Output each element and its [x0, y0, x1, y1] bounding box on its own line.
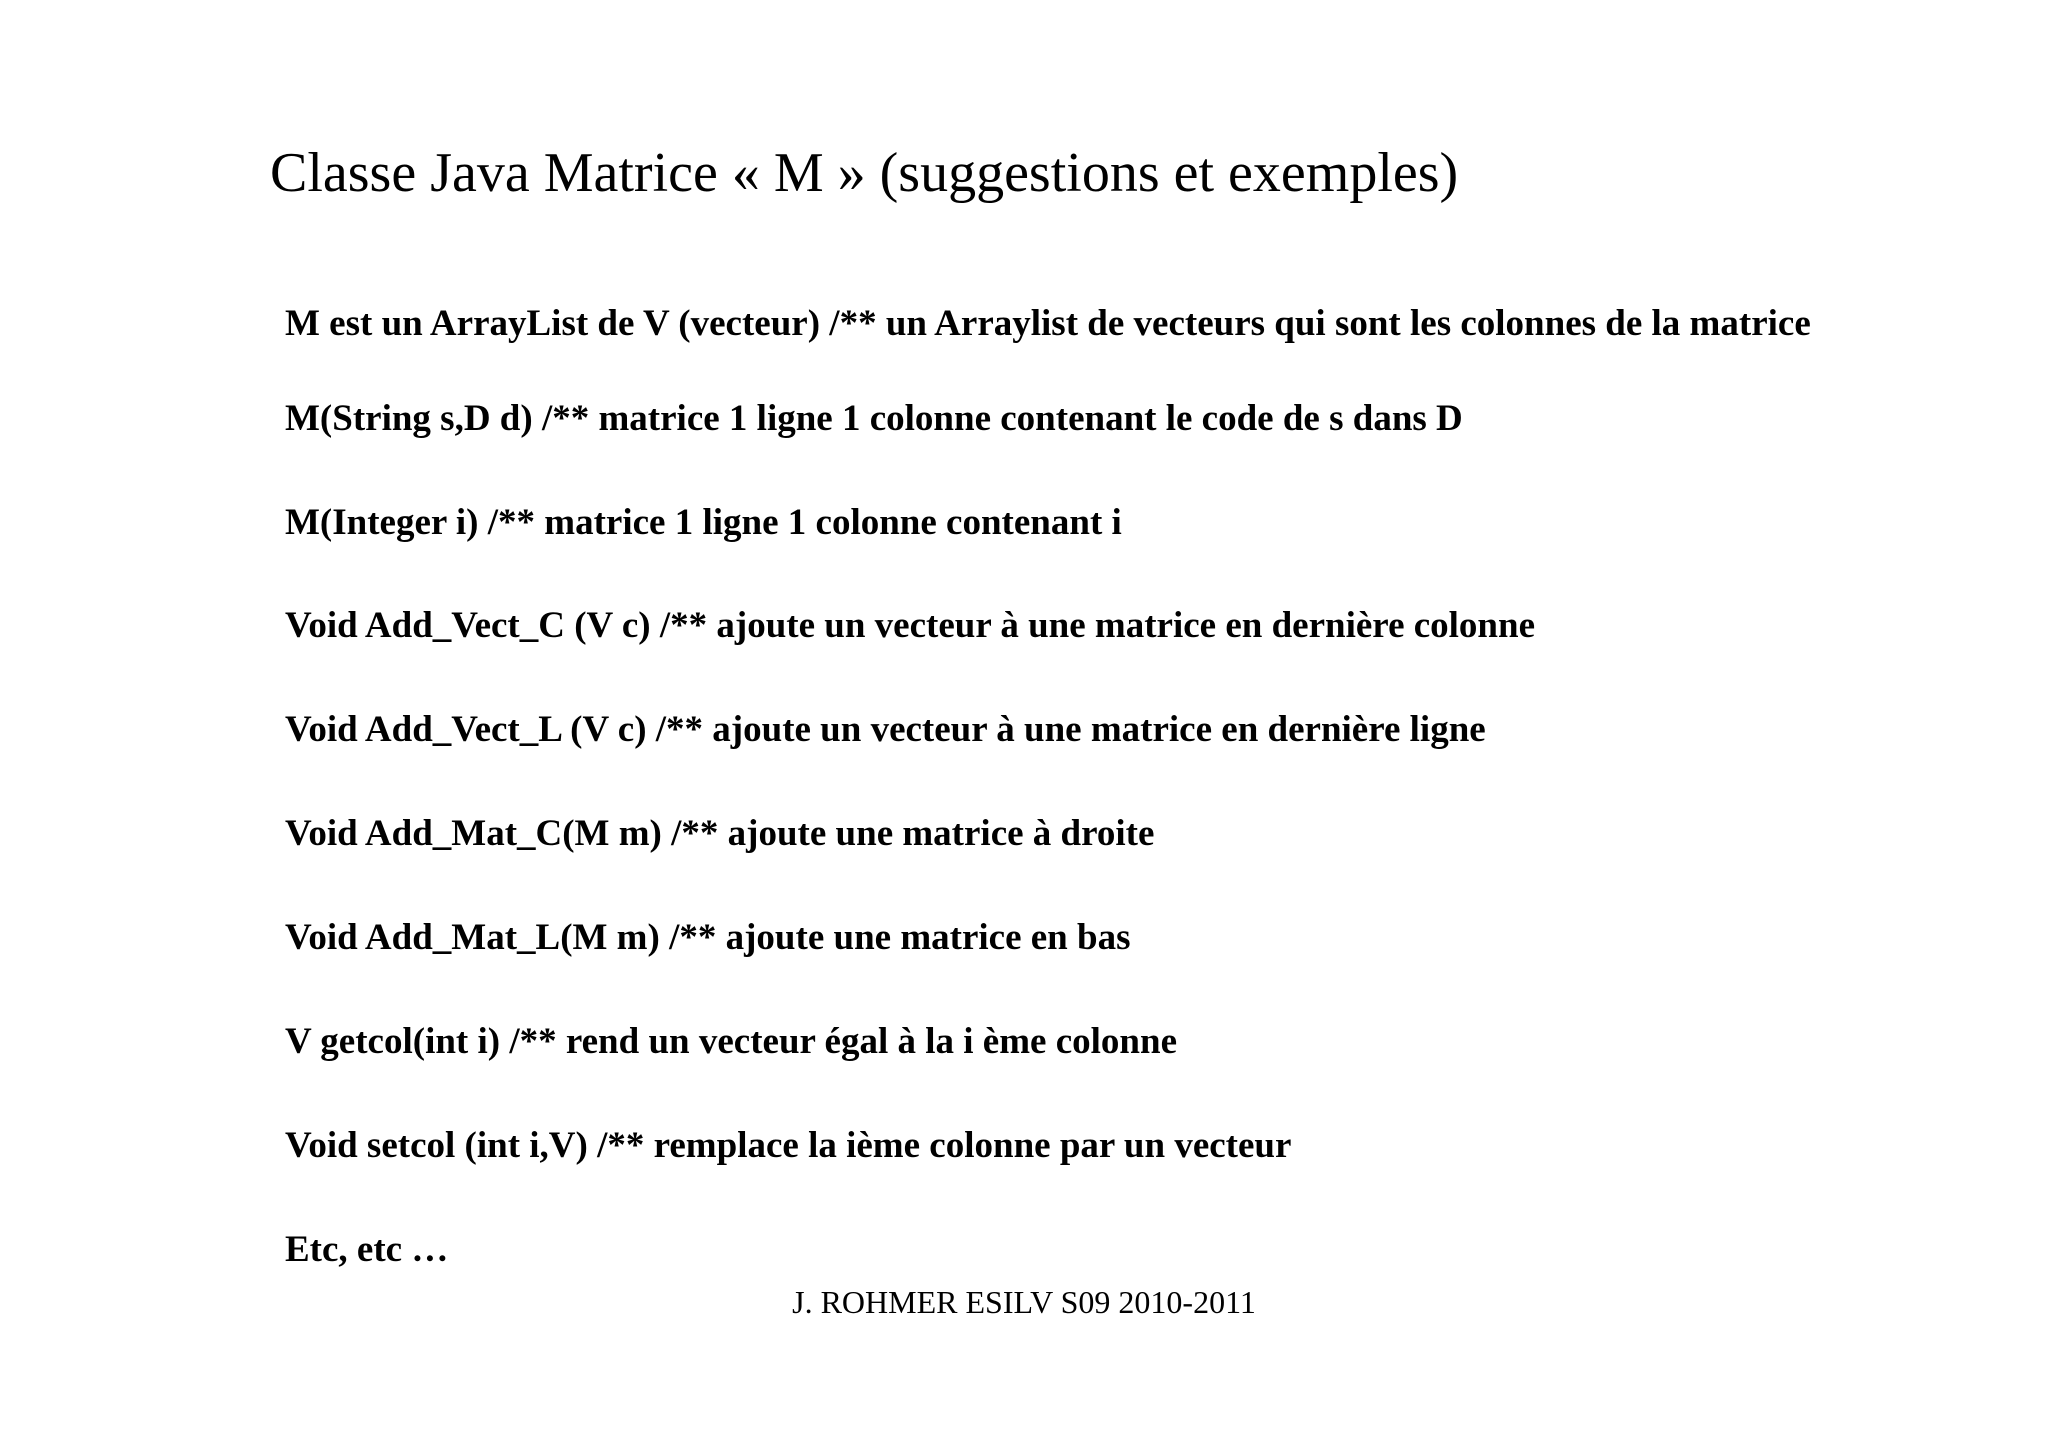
slide-footer: J. ROHMER ESILV S09 2010-2011 [792, 1284, 1256, 1320]
content-line-add-vect-l: Void Add_Vect_L (V c) /** ajoute un vecteur à une matrice en dernière ligne [285, 709, 1486, 750]
content-line-add-mat-l: Void Add_Mat_L(M m) /** ajoute une matrice en bas [285, 917, 1131, 958]
content-line-constructor-integer: M(Integer i) /** matrice 1 ligne 1 colonne contenant i [285, 502, 1122, 543]
content-line-setcol: Void setcol (int i,V) /** remplace la ième colonne par un vecteur [285, 1125, 1292, 1166]
content-line-constructor-string: M(String s,D d) /** matrice 1 ligne 1 colonne contenant le code de s dans D [285, 398, 1463, 439]
content-line-add-vect-c: Void Add_Vect_C (V c) /** ajoute un vecteur à une matrice en dernière colonne [285, 605, 1536, 646]
slide-title: Classe Java Matrice « M » (suggestions et exemples) [270, 142, 1459, 204]
content-line-arraylist: M est un ArrayList de V (vecteur) /** un Arraylist de vecteurs qui sont les colonnes de la matrice [285, 303, 1811, 344]
content-line-add-mat-c: Void Add_Mat_C(M m) /** ajoute une matrice à droite [285, 813, 1155, 854]
content-line-etc: Etc, etc … [285, 1229, 449, 1270]
content-line-getcol: V getcol(int i) /** rend un vecteur égal à la i ème colonne [285, 1021, 1177, 1062]
